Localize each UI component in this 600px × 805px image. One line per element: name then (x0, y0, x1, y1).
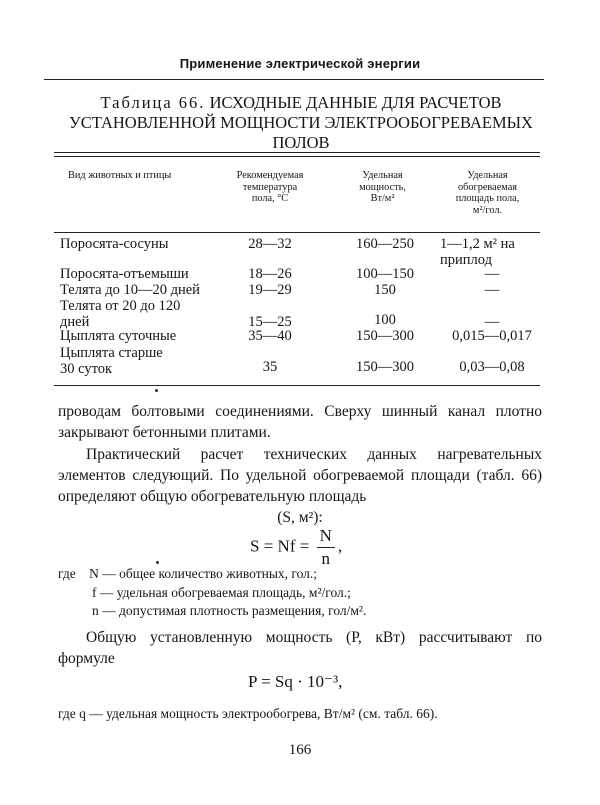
paragraph-1: проводам болтовыми соединениями. Сверху шинный канал плотно закрывают бетонными плитами. (58, 403, 542, 441)
table-cell-area: 0,03—0,08 (459, 359, 525, 375)
table-cell-name: Телята до 10—20 дней (60, 282, 200, 298)
table-cell-name: Цыплята старше (60, 345, 163, 361)
table-cell-temp: 35 (262, 359, 278, 375)
table-bottom-rule (54, 385, 540, 386)
table-header-rule (54, 232, 540, 233)
table-cell-name: Поросята-сосуны (60, 236, 169, 252)
legend-text: — допустимая плотность размещения, гол/м². (102, 603, 367, 618)
table-caption-line-1: ИСХОДНЫЕ ДАННЫЕ ДЛЯ РАСЧЕТОВ (209, 93, 502, 112)
header-rule (44, 79, 544, 80)
table-cell-temp: 35—40 (248, 328, 292, 344)
paragraph-2: Практический расчет технических данных нагревательных элементов следующий. По удельной обогреваемой площади (табл. 66) определяют общую обогревательную площадь (58, 446, 542, 505)
table-cell-temp: 28—32 (248, 236, 292, 252)
table-cell-area-cont: приплод (440, 252, 492, 268)
header-area (430, 170, 545, 216)
table-caption-lead: Таблица 66. (100, 93, 206, 112)
legend-symbol: f (92, 585, 97, 600)
legend-power: где q — удельная мощность электрообогрева, Вт/м² (см. табл. 66). (58, 706, 438, 721)
header-area-line: м²/гол. (472, 204, 503, 216)
header-power-line: Удельная (362, 170, 403, 181)
formula-power: P = Sq · 10⁻³, (248, 672, 343, 691)
table-caption-line-3: ПОЛОВ (272, 133, 330, 152)
table-cell-temp: 15—25 (248, 314, 292, 330)
table-cell-area: — (484, 266, 500, 282)
page-number: 166 (288, 742, 312, 758)
table-top-rule (54, 152, 540, 153)
legend-text: — общее количество животных, гол.; (102, 566, 318, 581)
formula-area-tail: , (337, 536, 343, 556)
table-cell-area: 0,015—0,017 (452, 328, 532, 344)
legend-lead: где (58, 566, 76, 581)
table-cell-power: 160—250 (356, 236, 414, 252)
header-animal-type-text: Вид животных и птицы (68, 170, 172, 181)
legend-line-2 (92, 585, 351, 601)
print-speck (156, 561, 159, 564)
table-cell-name: Цыплята суточные (60, 328, 177, 344)
table-top-rule-inner (54, 156, 540, 157)
formula-area-denominator: n (321, 549, 330, 568)
table-cell-temp: 19—29 (248, 282, 292, 298)
table-cell-area: — (484, 282, 500, 298)
table-cell-temp: 18—26 (248, 266, 292, 282)
header-temperature (205, 170, 335, 205)
header-area-line: площадь пола, (455, 193, 520, 204)
table-cell-power: 150 (374, 282, 396, 298)
header-power (335, 170, 430, 205)
table-cell-area: 1—1,2 м² на (440, 236, 515, 252)
table-cell-power: 100—150 (356, 266, 414, 282)
formula-area-numerator: N (317, 526, 335, 548)
table-cell-power: 100 (374, 312, 396, 328)
header-temperature-line: пола, °C (251, 193, 289, 204)
header-animal-type (60, 170, 198, 182)
formula-area-lhs: S = Nf = (250, 536, 310, 556)
table-cell-name-cont: дней (60, 314, 90, 330)
header-temperature-line: температура (242, 181, 298, 193)
legend-line-1 (58, 566, 317, 582)
header-power-line: Вт/м² (370, 193, 395, 204)
legend-symbol: N (89, 566, 99, 581)
table-caption (44, 93, 558, 153)
paragraph-2-end: (S, м²): (277, 509, 323, 526)
header-power-line: мощность, (359, 181, 406, 193)
print-speck (155, 389, 158, 392)
table-cell-power: 150—300 (356, 359, 414, 375)
legend-text: — удельная обогреваемая площадь, м²/гол.; (99, 585, 351, 600)
header-temperature-line: Рекомендуемая (236, 170, 304, 181)
paragraph-3: Общую установленную мощность (Р, кВт) рассчитывают по формуле (58, 629, 542, 667)
legend-symbol: n (92, 603, 99, 618)
table-cell-name: Поросята-отъемыши (60, 266, 189, 282)
table-cell-area: — (484, 314, 500, 330)
formula-area (250, 526, 342, 569)
table-cell-name-cont: 30 суток (60, 361, 113, 377)
table-cell-power: 150—300 (356, 328, 414, 344)
table-caption-line-2: УСТАНОВЛЕННОЙ МОЩНОСТИ ЭЛЕКТРООБОГРЕВАЕМЫХ (69, 113, 533, 132)
header-area-line: Удельная (467, 170, 508, 181)
table-cell-name: Телята от 20 до 120 (60, 298, 181, 314)
legend-line-3 (92, 603, 366, 619)
formula-area-fraction (317, 526, 335, 569)
header-area-line: обогреваемая (457, 181, 518, 193)
running-head: Применение электрической энергии (179, 56, 421, 71)
